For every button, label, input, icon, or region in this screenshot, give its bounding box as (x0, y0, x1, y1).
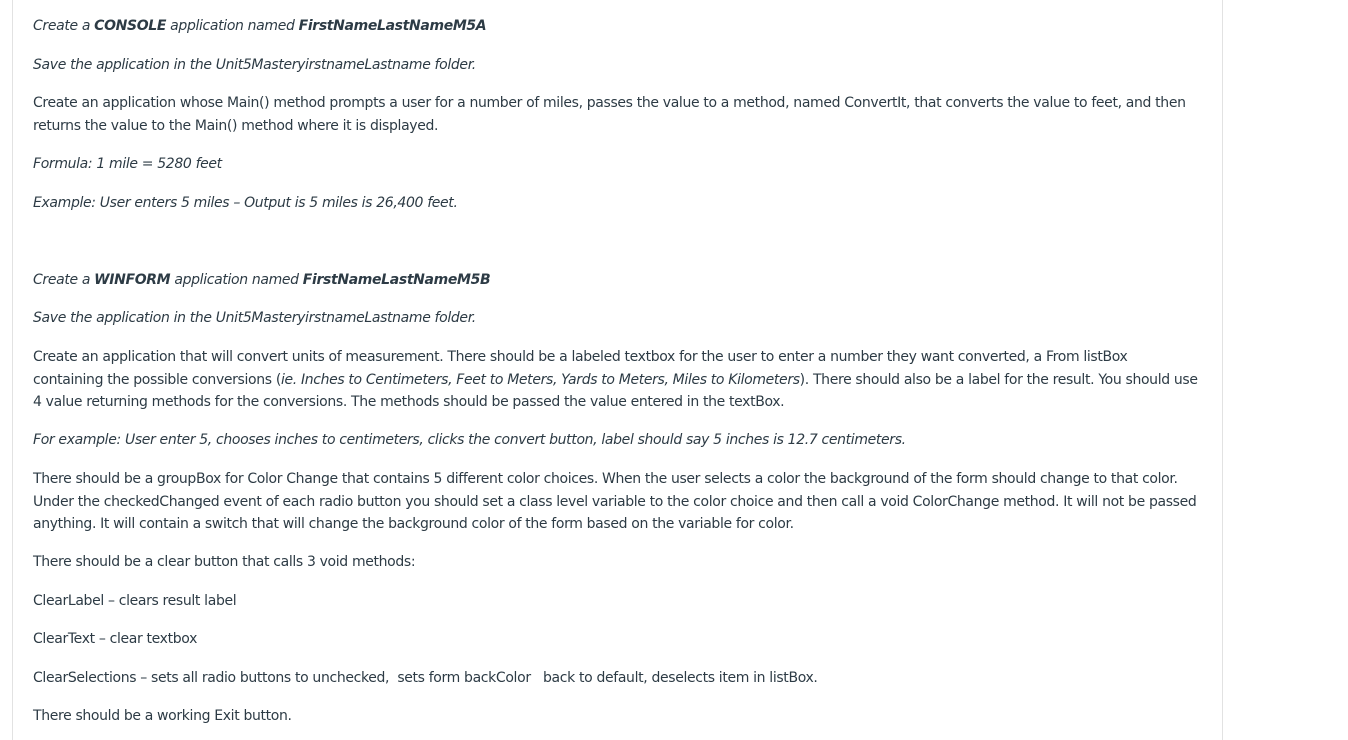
section-b-heading (33, 269, 1198, 292)
section-a-description: Create an application whose Main() method prompts a user for a number of miles, passes the value to a method, named ConvertIt, that converts the value to feet, and then returns the value to the Main() method where it is displayed. (33, 95, 1186, 134)
section-a-formula: Formula: 1 mile = 5280 feet (33, 156, 222, 172)
clear-method-item: ClearLabel – clears result label (33, 593, 237, 609)
section-a-heading (33, 15, 1198, 38)
heading-prefix: Create a (33, 18, 95, 34)
heading-app-name: FirstNameLastNameM5A (298, 18, 487, 34)
section-b-description (33, 346, 1198, 414)
section-a-example: Example: User enters 5 miles – Output is 5 miles is 26,400 feet. (33, 195, 458, 211)
heading-kind: WINFORM (94, 272, 171, 288)
section-b-groupbox-text: There should be a groupBox for Color Change that contains 5 different color choices. When the user selects a color the background of the form should change to that color. Under the checkedChanged event of each radio button you should set a class level variable to the color choice and then call a void ColorChange method. It will not be passed anything. It will contain a switch that will change the background color of the form based on the variable for color. (33, 471, 1197, 532)
description-conversions: ie. Inches to Centimeters, Feet to Meters, Yards to Meters, Miles to Kilometers (280, 371, 800, 388)
section-b-clear-intro: There should be a clear button that calls 3 void methods: (33, 554, 416, 570)
section-b-exit-note: There should be a working Exit button. (33, 708, 292, 724)
heading-prefix: Create a (33, 272, 95, 288)
clear-method-item: ClearText – clear textbox (33, 631, 198, 647)
section-b-example: For example: User enter 5, chooses inches to centimeters, clicks the convert button, label should say 5 inches is 12.7 centimeters. (33, 432, 906, 448)
heading-middle: application named (170, 272, 303, 288)
clear-method-item: ClearSelections – sets all radio buttons to unchecked, sets form backColor back to default, deselects item in listBox. (33, 670, 818, 686)
section-a-save-note: Save the application in the Unit5MasteryirstnameLastname folder. (33, 57, 476, 73)
heading-kind: CONSOLE (94, 18, 167, 34)
heading-middle: application named (166, 18, 299, 34)
section-b-save-note: Save the application in the Unit5MasteryirstnameLastname folder. (33, 310, 476, 326)
description-text: ). There should also be a label for the result. You should use 4 value returning methods for the conversions. The methods should be passed the value entered in the textBox. (33, 371, 1198, 410)
heading-app-name: FirstNameLastNameM5B (302, 272, 491, 288)
description-text: Create an application that will convert units of measurement. There should be a labeled textbox for the user to enter a number they want converted, a From listBox containing the possible conversions ( (33, 349, 1128, 388)
